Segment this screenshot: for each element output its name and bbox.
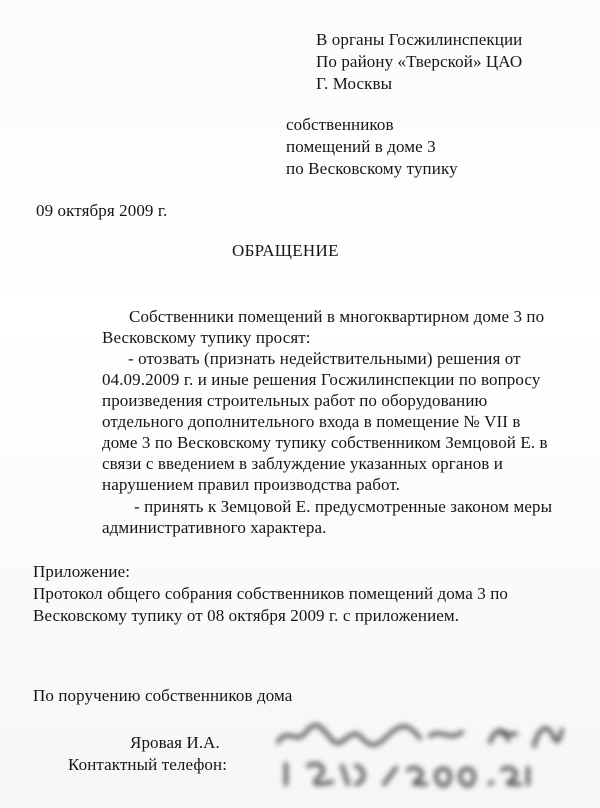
body-line-1: Собственники помещений в многоквартирном доме 3 по <box>129 307 545 326</box>
on-behalf-text: По поручению собственников дома <box>33 686 293 705</box>
blurred-phone-icon <box>276 756 546 792</box>
body-line-2: Весковскому тупику просят: <box>102 328 311 347</box>
addressee-line-2: По району «Тверской» ЦАО <box>316 52 523 71</box>
attachment-label: Приложение: <box>33 562 131 581</box>
sender-line-3: по Весковскому тупику <box>286 159 458 178</box>
attachment-line-1: Протокол общего собрания собственников помещений дома 3 по <box>33 584 509 603</box>
addressee-line-1: В органы Госжилинспекции <box>316 30 523 49</box>
signer-name: Яровая И.А. <box>130 733 220 752</box>
sender-line-2: помещений в доме 3 <box>286 137 436 156</box>
body-line-3: - отозвать (признать недействительными) решения от <box>128 349 521 368</box>
addressee-line-3: Г. Москвы <box>316 74 393 93</box>
body-line-5: произведения строительных работ по оборудованию <box>102 391 488 410</box>
body-line-6: отдельного дополнительного входа в помещение № VII в <box>102 412 521 431</box>
body-line-11: административного характера. <box>102 518 327 537</box>
sender-line-1: собственников <box>286 115 394 134</box>
attachment-line-2: Весковскому тупику от 08 октября 2009 г. с приложением. <box>33 606 460 625</box>
body-line-7: доме 3 по Весковскому тупику собственником Земцовой Е. в <box>102 433 548 452</box>
blurred-signature-icon <box>270 712 570 754</box>
document-title: ОБРАЩЕНИЕ <box>232 241 339 260</box>
body-line-10: - принять к Земцовой Е. предусмотренные законом меры <box>134 497 553 516</box>
document-date: 09 октября 2009 г. <box>36 201 168 220</box>
body-line-9: нарушением правил производства работ. <box>102 475 400 494</box>
body-line-8: связи с введением в заблуждение указанных органов и <box>102 454 503 473</box>
body-line-4: 04.09.2009 г. и иные решения Госжилинспекции по вопросу <box>102 370 541 389</box>
phone-label: Контактный телефон: <box>68 755 228 774</box>
